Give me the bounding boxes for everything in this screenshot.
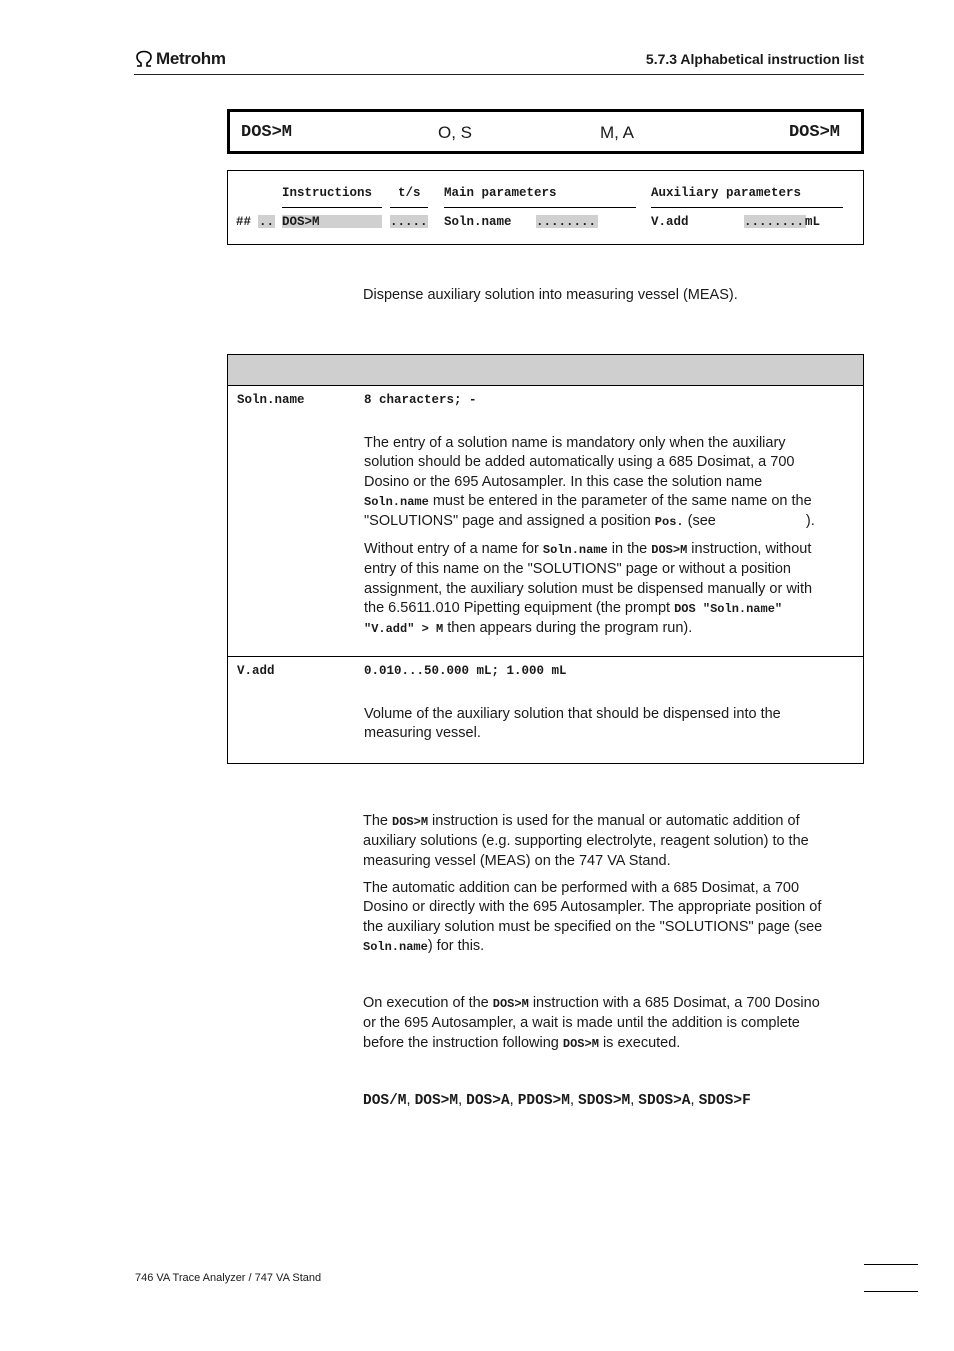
row-dots: .. — [259, 215, 275, 229]
text-span: (see — [683, 513, 716, 530]
code-dos-m: DOS>M — [651, 543, 688, 557]
param-soln-name-text-a — [364, 434, 860, 532]
code-soln-name: Soln.name — [363, 939, 428, 954]
param-v-add-text — [364, 705, 860, 744]
parameter-table-header — [228, 355, 863, 386]
text-span: On execution of the — [363, 995, 493, 1011]
metrohm-omega-icon — [134, 50, 154, 68]
code-dos-m: DOS>M — [562, 1036, 599, 1051]
body-paragraph-3 — [363, 994, 863, 1054]
text-span: the 6.5611.010 Pipetting equipment (the prompt — [364, 599, 675, 616]
text-span: "SOLUTIONS" page and assigned a position — [364, 513, 655, 530]
row-ts: ..... — [390, 215, 428, 229]
row-aux-value: ........ — [744, 215, 805, 229]
footer-product: 746 VA Trace Analyzer / 747 VA Stand — [135, 1272, 322, 1284]
text-line: The automatic addition can be performed with a 685 Dosimat, a 700 — [363, 880, 800, 896]
text-span: before the instruction following — [363, 1034, 563, 1051]
underline-ts — [390, 207, 428, 208]
see-also-item[interactable]: DOS/M — [363, 1093, 407, 1109]
text-span: ). — [805, 513, 815, 530]
instruction-name-left: DOS>M — [241, 123, 293, 142]
code-prompt: DOS "Soln.name" — [674, 601, 783, 616]
text-line — [363, 1034, 863, 1054]
see-also-item[interactable]: PDOS>M — [517, 1093, 570, 1109]
text-line: entry of this name on the "SOLUTIONS" page or without a position — [364, 561, 791, 578]
text-span: Without entry of a name for — [364, 541, 543, 557]
text-line — [364, 540, 860, 560]
text-span: instruction with a 685 Dosimat, a 700 Dosino — [528, 995, 820, 1011]
col-instructions: Instructions — [282, 186, 373, 200]
text-span: then appears during the program run). — [443, 620, 693, 637]
row-instruction: DOS>M — [282, 215, 320, 229]
footer-rule-bottom — [864, 1291, 918, 1292]
metrohm-logo — [134, 49, 226, 69]
code-soln-name: Soln.name — [542, 543, 608, 557]
text-line: measuring vessel. — [364, 725, 481, 742]
see-also-item[interactable]: SDOS>F — [698, 1093, 751, 1109]
code-dos-m: DOS>M — [492, 997, 529, 1011]
body-paragraph-2 — [363, 879, 863, 957]
parameter-divider — [228, 656, 863, 657]
param-v-add-label: V.add — [237, 664, 275, 678]
row-aux-name: V.add — [651, 215, 689, 229]
col-auxiliary-parameters: Auxiliary parameters — [651, 186, 802, 200]
text-line: measuring vessel (MEAS) on the 747 VA Stand. — [363, 852, 671, 869]
text-span: The — [363, 813, 393, 829]
col-ts: t/s — [398, 186, 421, 200]
body-paragraph-1 — [363, 812, 863, 871]
see-also-item[interactable]: SDOS>A — [638, 1093, 691, 1109]
underline-main — [444, 207, 636, 208]
text-line: The entry of a solution name is mandatory only when the auxiliary — [364, 435, 786, 451]
text-line — [363, 812, 863, 832]
parameter-table — [227, 354, 864, 764]
section-title: 5.7.3 Alphabetical instruction list — [645, 51, 864, 67]
text-line — [364, 599, 860, 619]
see-also-item[interactable]: SDOS>M — [578, 1093, 631, 1109]
code-prompt: "V.add" > M — [364, 622, 444, 637]
see-also-item[interactable]: DOS>M — [414, 1093, 459, 1109]
row-main-value: ........ — [536, 215, 597, 229]
text-line: Dosino or directly with the 695 Autosampler. The appropriate position of — [363, 899, 822, 916]
instruction-modes-2: M, A — [600, 123, 635, 142]
row-hash: ## — [236, 215, 252, 229]
row-aux-unit: mL — [805, 215, 821, 229]
text-line — [364, 619, 860, 639]
text-line: the auxiliary solution must be specified on the "SOLUTIONS" page (see — [363, 918, 823, 935]
text-line — [364, 492, 860, 512]
text-line: auxiliary solutions (e.g. supporting electrolyte, reagent solution) to the — [363, 833, 809, 850]
header-divider — [134, 74, 864, 75]
see-also-list: DOS/M, DOS>M, DOS>A, PDOS>M, SDOS>M, SDOS>A, SDOS>F — [363, 1092, 751, 1109]
display-layout-box — [227, 170, 864, 245]
param-soln-name-text-b — [364, 540, 860, 639]
instruction-name-right: DOS>M — [788, 123, 840, 142]
col-main-parameters: Main parameters — [444, 186, 557, 200]
text-line: Dosino or the 695 Autosampler. In this case the solution name — [364, 473, 763, 490]
text-span: instruction is used for the manual or automatic addition of — [428, 813, 800, 829]
code-dos-m: DOS>M — [392, 815, 429, 829]
param-v-add-range: 0.010...50.000 mL; 1.000 mL — [364, 664, 567, 678]
text-span: must be entered in the parameter of the same name on the — [428, 492, 812, 509]
text-line — [363, 994, 863, 1014]
param-soln-name-range: 8 characters; - — [364, 393, 477, 407]
code-soln-name: Soln.name — [364, 494, 429, 509]
logo-text: Metrohm — [156, 49, 226, 68]
instruction-modes-1: O, S — [438, 123, 473, 142]
text-line — [363, 937, 863, 957]
text-line: solution should be added automatically using a 685 Dosimat, a 700 — [364, 454, 795, 471]
instruction-title-box — [227, 109, 864, 154]
text-span: in the — [607, 541, 652, 557]
text-line: assignment, the auxiliary solution must be dispensed manually or with — [364, 580, 813, 597]
underline-instructions — [282, 207, 382, 208]
text-line — [364, 512, 860, 532]
see-also-item[interactable]: DOS>A — [466, 1093, 510, 1109]
text-span: is executed. — [598, 1034, 681, 1051]
param-soln-name-label: Soln.name — [237, 393, 305, 407]
text-line: Volume of the auxiliary solution that should be dispensed into the — [364, 706, 781, 722]
text-line: or the 695 Autosampler, a wait is made until the addition is complete — [363, 1015, 800, 1032]
footer-rule-top — [864, 1264, 918, 1265]
instruction-description: Dispense auxiliary solution into measuring vessel (MEAS). — [363, 287, 738, 303]
code-pos: Pos. — [654, 515, 684, 530]
underline-aux — [651, 207, 843, 208]
text-span: instruction, without — [687, 541, 812, 557]
text-span: ) for this. — [427, 937, 485, 954]
row-main-name: Soln.name — [444, 215, 512, 229]
